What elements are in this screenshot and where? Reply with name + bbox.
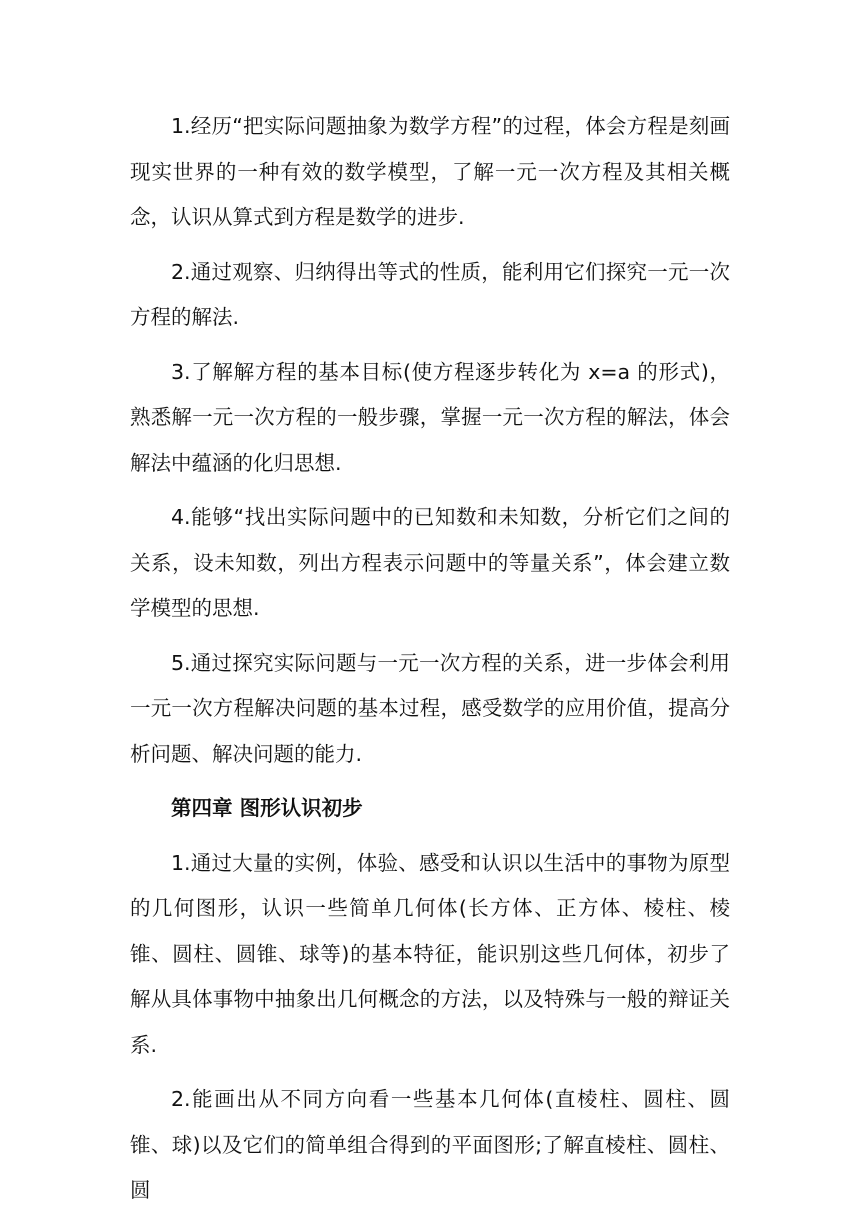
paragraph-goal-1: 1.经历“把实际问题抽象为数学方程”的过程，体会方程是刻画现实世界的一种有效的数学模型，了解一元一次方程及其相关概念，认识从算式到方程是数学的进步. (130, 114, 730, 229)
paragraph-goal-3: 3.了解解方程的基本目标(使方程逐步转化为 x=a 的形式)，熟悉解一元一次方程的一般步骤，掌握一元一次方程的解法，体会解法中蕴涵的化归思想. (130, 359, 730, 475)
paragraph-chapter4-goal-1: 1.通过大量的实例，体验、感受和认识以生活中的事物为原型的几何图形，认识一些简单几何体(长方体、正方体、棱柱、棱锥、圆柱、圆锥、球等)的基本特征，能识别这些几何体，初步了解从具体事物中抽象出几何概念的方法，以及特殊与一般的辩证关系. (130, 850, 730, 1057)
paragraph-goal-4: 4.能够“找出实际问题中的已知数和未知数，分析它们之间的关系，设未知数，列出方程表示问题中的等量关系”，体会建立数学模型的思想. (130, 505, 730, 620)
chapter-heading: 第四章 图形认识初步 (171, 796, 363, 820)
paragraph-goal-5: 5.通过探究实际问题与一元一次方程的关系，进一步体会利用一元一次方程解决问题的基本过程，感受数学的应用价值，提高分析问题、解决问题的能力. (130, 650, 730, 766)
paragraph-chapter4-goal-2: 2.能画出从不同方向看一些基本几何体(直棱柱、圆柱、圆锥、球)以及它们的简单组合得到的平面图形;了解直棱柱、圆柱、圆 (130, 1087, 730, 1202)
document-page (130, 104, 730, 1223)
paragraph-goal-2: 2.通过观察、归纳得出等式的性质，能利用它们探究一元一次方程的解法. (130, 259, 730, 329)
